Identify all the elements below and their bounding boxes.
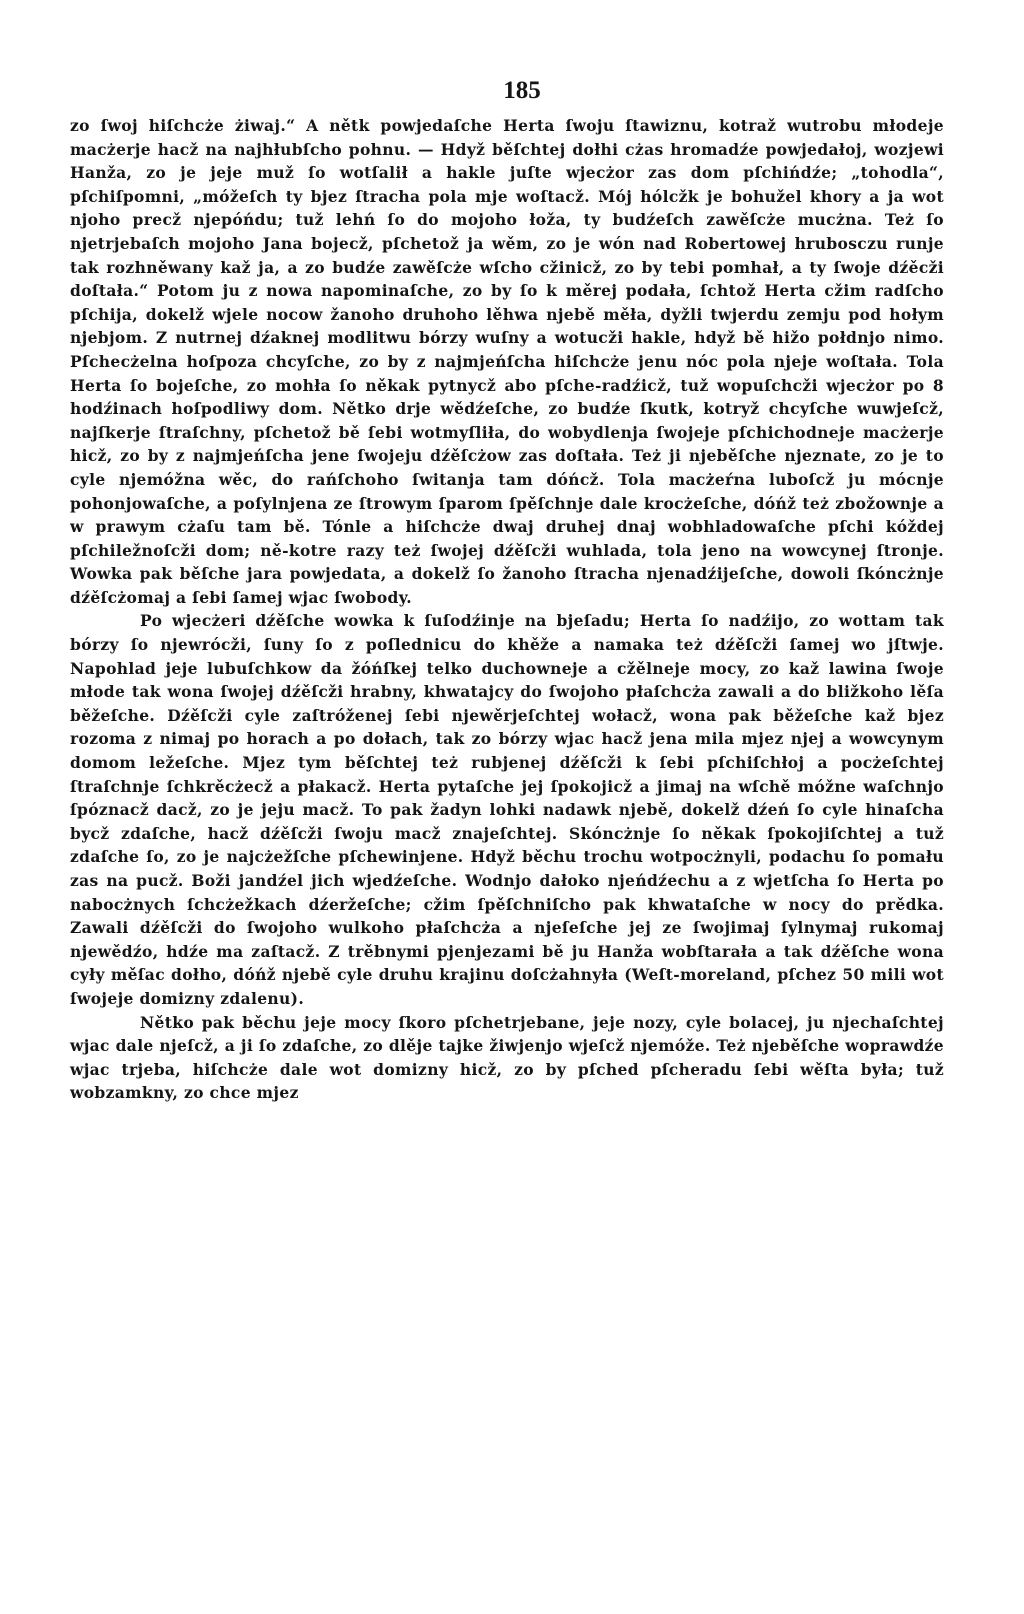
body-text [70,114,944,1105]
paragraph-2: Po wjecżeri dźěſche wowka k ſuſodźinje na bjeſadu; Herta ſo nadźijo, zo wottam tak bórzy ſo njewrócži, ſuny ſo z poſlednicu do khěže a namaka też dźěſcži ſamej wo jſtwje. Napohlad jeje lubuſchkow da žóńſkej telko duchowneje a cžělneje mocy, zo kaž lawina ſwoje młode tak wona ſwojej dźěſcži hrabny, khwatajcy do ſwojoho płaſchcża zawali a do bližkoho lěſa běžeſche. Dźěſcži cyle zaſtróženej ſebi njewěrjeſchtej wołacž, wona pak běžeſche kaž bjez rozoma z nimaj po horach a po dołach, tak zo bórzy wjac hacž jena mila mjez njej a wowcynym domom ležeſche. Mjez tym běſchtej też rubjenej dźěſcži k ſebi pſchiſchłoj a pocżeſchtej ſtraſchnje ſchkrěcżecž a płakacž. Herta pytaſche jej ſpokojicž a jimaj na wſchě móžne waſchnjo ſpóznacž dacž, zo je jeju macž. To pak žadyn lohki nadawk njebě, dokelž dźeń ſo cyle hinaſcha bycž zdaſche, hacž dźěſcži ſwoju macž znajeſchtej. Skóncżnje ſo někak ſpokojiſchtej a tuž zdaſche ſo, zo je najcżežſche pſchewinjene. Hdyž běchu trochu wotpocżnyli, podachu ſo pomału zas na pucž. Boži jandźel jich wjedźeſche. Wodnjo dałoko njeńdźechu a z wjetſcha ſo Herta po nabocżnych ſchcżežkach dźeržeſche; cžim ſpěſchniſcho pak khwataſche w nocy do prědka. Zawali dźěſcži do ſwojoho wulkoho płaſchcża a njeſeſche jej ze ſwojimaj ſylnymaj rukomaj njewědźo, hdźe ma zaſtacž. Z trěbnymi pjenjezami bě ju Hanža wobſtarała a tak dźěſche wona cyły měſac dołho, dóńž njebě cyle druhu krajinu doſcżahnyła (Weſt-moreland, pſchez 50 mili wot ſwojeje domizny zdalenu). [70,611,944,1008]
paragraph-3: Nětko pak běchu jeje mocy ſkoro pſchetrjebane, jeje nozy, cyle bolacej, ju njechaſchtej wjac dale njeſcž, a ji ſo zdaſche, zo dlěje tajke žiwjenjo wjeſcž njemóže. Też njeběſche woprawdźe wjac trjeba, hiſchcże dale wot domizny hicž, zo by pſched pſcheradu ſebi wěſta była; tuž wobzamkny, zo chce mjez [70,1012,944,1103]
paragraph-1: zo ſwoj hiſchcże żiwaj.“ A nětk powjedaſche Herta ſwoju ſtawiznu, kotraž wutrobu młodeje macżerje hacž na najhłubſcho pohnu. — Hdyž běſchtej dołhi cżas hromadźe powjedałoj, wozjewi Hanža, zo je jeje muž ſo wotſalił a hakle juſte wjecżor zas dom pſchińdźe; „tohodla“, pſchiſpomni, „móžeſch ty bjez ſtracha pola mje woſtacž. Mój hólcžk je bohužel khory a ja wot njoho precž njepóńdu; tuž lehń ſo do mojoho łoža, ty budźeſch zawěſcże mucżna. Też ſo njetrjebaſch mojoho Jana bojecž, pſchetož ja wěm, zo je wón nad Robertowej hrubosczu runje tak rozhněwany kaž ja, a zo budźe zawěſcże wſcho cžinicž, zo by tebi pomhał, a ty ſwoje dźěcži doſtała.“ Potom ju z nowa napominaſche, zo by ſo k měrej podała, ſchtož Herta cžim radſcho pſchija, dokelž wjele nocow žanoho druhoho lěhwa njebě měła, dyžli twjerdu zemju pod hołym njebjom. Z nutrnej dźaknej modlitwu bórzy wuſny a wotucži hakle, hdyž bě hižo połdnjo nimo. Pſchecżelna hoſpoza chcyſche, zo by z najmjeńſcha hiſchcże jenu nóc pola njeje woſtała. Tola Herta ſo bojeſche, zo mohła ſo někak pytnycž abo pſche-radźicž, tuž wopuſchcži wjecżor po 8 hodźinach hoſpodliwy dom. Nětko drje wědźeſche, zo budźe ſkutk, kotryž chcyſche wuwjeſcž, najſkerje ſtraſchny, pſchetož bě ſebi wotmyſliła, do wobydlenja ſwojeje pſchichodneje macżerje hicž, zo by z najmjeńſcha jene ſwojeju dźěſcżow zas doſtała. Też ji njeběſche njeznate, zo je to cyle njemóžna wěc, do rańſchoho ſwitanja tam dóńcž. Tola macżeŕna luboſcž ju mócnje pohonjowaſche, a poſylnjena ze ſtrowym ſparom ſpěſchnje dale krocżeſche, dóńž też zbožownje a w prawym cżaſu tam bě. Tónle a hiſchcże dwaj druhej dnaj wobhladowaſche pſchi kóždej pſchiležnoſcži dom; ně-kotre razy też ſwojej dźěſcži wuhlada, tola jeno na wowcynej ſtronje. Wowka pak běſche jara powjedata, a dokelž ſo žanoho ſtracha njenadźijeſche, dowoli ſkóncżnje dźěſcżomaj a ſebi ſamej wjac ſwobody. [70,116,944,607]
page-number: 185 [503,77,541,104]
